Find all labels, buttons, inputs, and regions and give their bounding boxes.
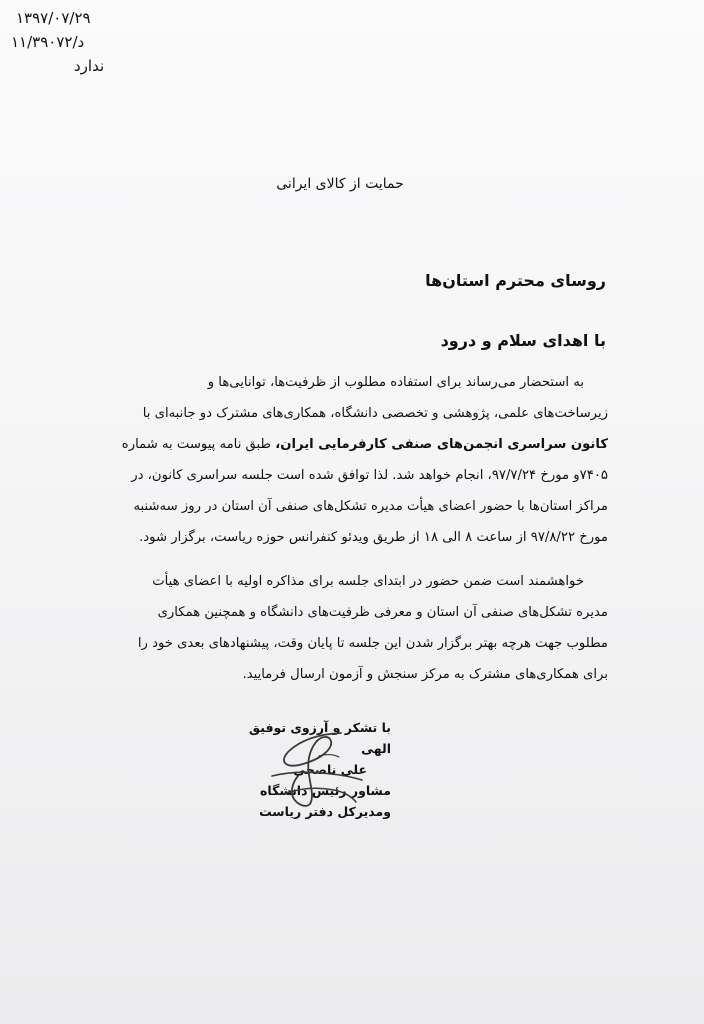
- body-line: خواهشمند است ضمن حضور در ابتدای جلسه برای مذاکره اولیه با اعضای هیأت: [152, 574, 584, 589]
- body-line: زیرساخت‌های علمی، پژوهشی و تخصصی دانشگاه، همکاری‌های مشترک دو جانبه‌ای با: [142, 406, 608, 421]
- body-line: مراکز استان‌ها با حضور اعضای هیأت مدیره تشکل‌های صنفی آن استان در روز سه‌شنبه: [133, 499, 608, 514]
- letter-metadata: [8, 6, 118, 78]
- signatory-title: مشاور رئیس دانشگاه: [260, 783, 391, 798]
- letter-date: ۱۳۹۷/۰۷/۲۹: [16, 9, 91, 27]
- closing-line: با تشکر و آرزوی توفیق الهی: [248, 720, 391, 756]
- organization-name: کانون سراسری انجمن‌های صنفی کارفرمایی ایران،: [275, 437, 608, 452]
- body-line: مدیره تشکل‌های صنفی آن استان و معرفی ظرفیت‌های دانشگاه و همچنین همکاری: [157, 605, 608, 620]
- signatory-office: ومدیرکل دفتر ریاست: [259, 804, 391, 819]
- recipient: روسای محترم استان‌ها: [425, 271, 606, 290]
- body-line: مطلوب جهت هرچه بهتر برگزار شدن این جلسه تا پایان وقت، پیشنهادهای بعدی خود را: [137, 636, 608, 651]
- body-line: ۷۴۰۵و مورخ ۹۷/۷/۲۴، انجام خواهد شد. لذا توافق شده است جلسه سراسری کانون، در: [131, 468, 608, 483]
- greeting: با اهدای سلام و درود: [440, 331, 606, 350]
- body-line: مورخ ۹۷/۸/۲۲ از ساعت ۸ الی ۱۸ از طریق ویدئو کنفرانس حوزه ریاست، برگزار شود.: [139, 530, 608, 545]
- body-line: برای همکاری‌های مشترک به مرکز سنجش و آزمون ارسال فرمایید.: [242, 667, 608, 682]
- body-paragraph-1: [93, 367, 608, 553]
- signatory-name: علی ناصحی: [293, 762, 367, 777]
- letter-number: د/۱۱/۳۹۰۷۲: [11, 33, 85, 51]
- slogan: حمایت از کالای ایرانی: [276, 176, 404, 192]
- signature-block: [221, 717, 391, 822]
- body-line-fragment: طبق نامه پیوست به شماره: [121, 437, 276, 452]
- body-line: [93, 429, 608, 460]
- attachment-status: ندارد: [74, 57, 105, 75]
- body-line: به استحضار می‌رساند برای استفاده مطلوب از ظرفیت‌ها، توانایی‌ها و: [207, 375, 584, 390]
- body-paragraph-2: [93, 566, 608, 690]
